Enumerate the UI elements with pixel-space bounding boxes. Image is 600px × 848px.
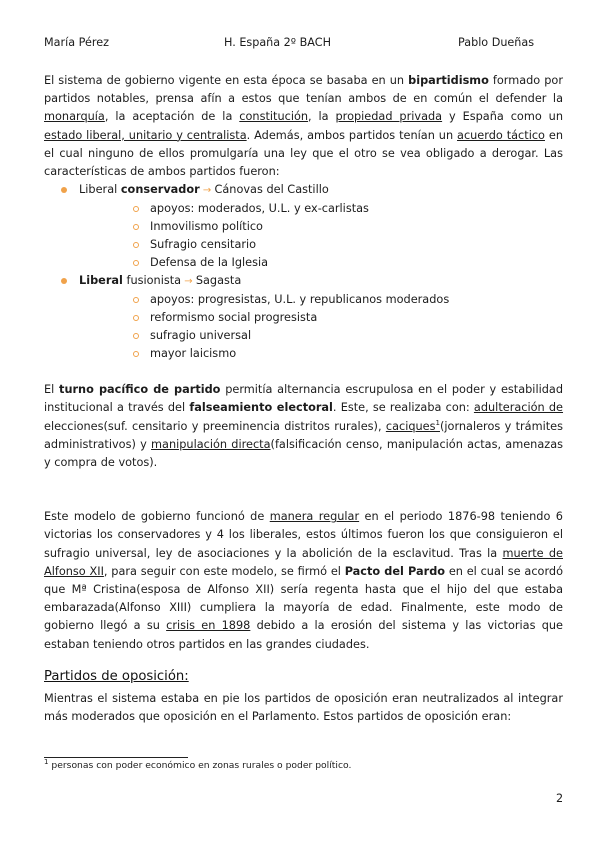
- sublist-fusionista: [79, 291, 563, 363]
- header-author-right: Pablo Dueñas: [458, 36, 535, 49]
- main-content: [44, 72, 563, 726]
- party-list: [44, 181, 563, 363]
- circle-bullet-icon: [133, 242, 139, 248]
- footnote: $^1$ personas con poder económico en zonas rurales o poder político.: [44, 757, 352, 771]
- list-item: Inmovilismo político: [79, 218, 563, 236]
- underlined-term: muerte de Alfonso XII: [44, 546, 563, 578]
- list-item: sufragio universal: [79, 327, 563, 345]
- header-author-left: María Pérez: [44, 36, 109, 49]
- paragraph-bipartidismo: El sistema de gobierno vigente en esta época se basaba en un bipartidismo formado por partidos notables, prensa afín a estos que tenían ambos de en común el defender la monarquía, la aceptación de la constitución, la propiedad privada y España como un estado liberal, unitario y centralista. Además, ambos partidos tenían un acuerdo táctico en el cual ninguno de ellos promulgaría una ley que el otro se vea obligado a derogar. Las características de ambos partidos fueron:: [44, 74, 563, 179]
- list-item: reformismo social progresista: [79, 309, 563, 327]
- arrow-right-icon: →: [181, 276, 196, 288]
- list-item: Defensa de la Iglesia: [79, 254, 563, 272]
- underlined-term: adulteración de: [473, 401, 564, 415]
- list-item: apoyos: progresistas, U.L. y republicanos moderados: [79, 291, 563, 309]
- bullet-icon: [61, 187, 67, 193]
- paragraph-turno-pacifico: El turno pacífico de partido permitía alternancia escrupulosa en el poder y estabilidad institucional a través del falseamiento electoral. Este, se realizaba con: adulteración de elecciones(suf. censitario y preeminencia distritos rurales), caciques$^1$(jornaleros y trámites administrativos) y manipulación directa(falsificación censo, manipulación actas, amenazas y compra de votos).: [44, 383, 564, 470]
- circle-bullet-icon: [133, 206, 139, 212]
- bold-term: bipartidismo: [408, 74, 489, 87]
- footnote-ref[interactable]: 1: [435, 418, 440, 427]
- circle-bullet-icon: [133, 224, 139, 230]
- bullet-icon: [61, 278, 67, 284]
- underlined-term: propiedad privada: [335, 110, 443, 124]
- list-item-fusionista: Liberal fusionista → Sagasta apoyos: progresistas, U.L. y republicanos moderados reformismo social progresista sufragio universal mayor laicismo: [44, 272, 563, 363]
- list-item: Sufragio censitario: [79, 236, 563, 254]
- underlined-term: acuerdo táctico: [457, 128, 545, 142]
- list-item: mayor laicismo: [79, 345, 563, 363]
- underlined-term: caciques$^1$: [385, 418, 440, 433]
- list-item-conservador: Liberal conservador → Cánovas del Castillo apoyos: moderados, U.L. y ex-carlistas Inmovilismo político Sufragio censitario Defensa de la Iglesia: [44, 181, 563, 272]
- paragraph-oposicion: Mientras el sistema estaba en pie los partidos de oposición eran neutralizados al integrar más moderados que oposición en el Parlamento. Estos partidos de oposición eran:: [44, 691, 563, 724]
- page-number: 2: [556, 792, 564, 805]
- circle-bullet-icon: [133, 297, 139, 303]
- arrow-right-icon: →: [199, 185, 215, 197]
- underlined-term: monarquía: [44, 110, 105, 124]
- underlined-term: constitución: [239, 110, 309, 124]
- circle-bullet-icon: [133, 315, 139, 321]
- underlined-term: estado liberal, unitario y centralista: [44, 128, 247, 142]
- circle-bullet-icon: [133, 333, 139, 339]
- underlined-term: manera regular: [269, 510, 360, 524]
- list-item: apoyos: moderados, U.L. y ex-carlistas: [79, 200, 563, 218]
- header-course: H. España 2º BACH: [224, 36, 331, 49]
- circle-bullet-icon: [133, 260, 139, 266]
- paragraph-modelo-gobierno: Este modelo de gobierno funcionó de manera regular en el periodo 1876-98 teniendo 6 victorias los conservadores y 4 los liberales, estos últimos fueron los que consiguieron el sufragio universal, ley de asociaciones y la abolición de la esclavitud. Tras la muerte de Alfonso XII, para seguir con este modelo, se firmó el Pacto del Pardo en el cual se acordó que Mª Cristina(esposa de Alfonso XII) sería regenta hasta que el hijo del que estaba embarazada(Alfonso XIII) cumpliera la mayoría de edad. Finalmente, este modo de gobierno llegó a su crisis en 1898 debido a la erosión del sistema y las victorias que estaban teniendo otros partidos en las grandes ciudades.: [44, 510, 563, 651]
- section-heading: Partidos de oposición:: [44, 668, 189, 684]
- underlined-term: crisis en 1898: [166, 619, 251, 633]
- underlined-term: manipulación directa: [151, 437, 271, 451]
- page-header: [44, 36, 556, 52]
- sublist-conservador: [79, 200, 563, 272]
- circle-bullet-icon: [133, 351, 139, 357]
- footnote-separator: [44, 757, 188, 758]
